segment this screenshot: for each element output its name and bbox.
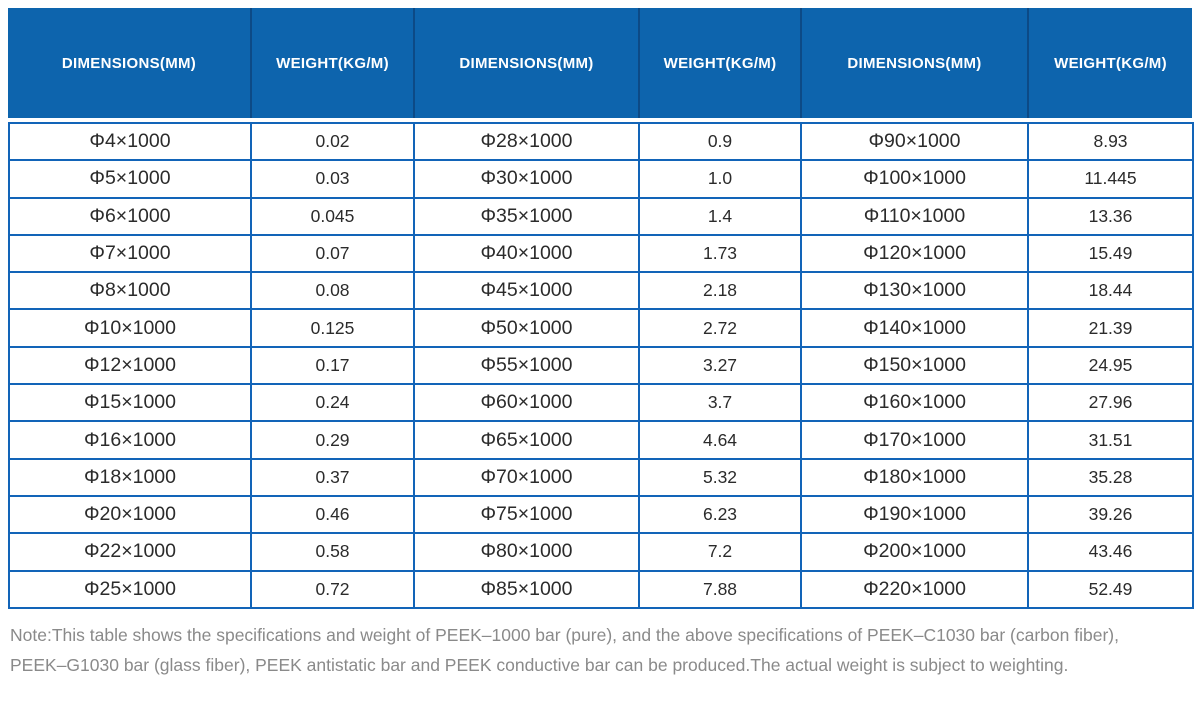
weight-cell: 39.26 (1028, 496, 1193, 533)
column-header-2: WEIGHT(KG/M) (250, 8, 413, 118)
table-row (9, 347, 1193, 384)
dimension-cell: Φ80×1000 (414, 533, 639, 570)
dimension-cell: Φ20×1000 (9, 496, 251, 533)
table-row (9, 496, 1193, 533)
weight-cell: 15.49 (1028, 235, 1193, 272)
weight-cell: 13.36 (1028, 198, 1193, 235)
dimension-cell: Φ6×1000 (9, 198, 251, 235)
dimension-cell: Φ16×1000 (9, 421, 251, 458)
weight-cell: 5.32 (639, 459, 801, 496)
dimension-cell: Φ8×1000 (9, 272, 251, 309)
dimension-cell: Φ150×1000 (801, 347, 1028, 384)
weight-cell: 8.93 (1028, 123, 1193, 160)
weight-cell: 0.125 (251, 309, 414, 346)
column-header-3: DIMENSIONS(MM) (413, 8, 638, 118)
table-row (9, 571, 1193, 608)
weight-cell: 6.23 (639, 496, 801, 533)
dimension-cell: Φ12×1000 (9, 347, 251, 384)
weight-cell: 31.51 (1028, 421, 1193, 458)
dimension-cell: Φ170×1000 (801, 421, 1028, 458)
weight-cell: 0.46 (251, 496, 414, 533)
dimension-cell: Φ220×1000 (801, 571, 1028, 608)
dimension-cell: Φ22×1000 (9, 533, 251, 570)
dimension-cell: Φ4×1000 (9, 123, 251, 160)
table-header-row (8, 8, 1192, 118)
weight-cell: 0.08 (251, 272, 414, 309)
dimension-cell: Φ100×1000 (801, 160, 1028, 197)
column-header-1: DIMENSIONS(MM) (61, 54, 197, 72)
note-line-1: Note:This table shows the specifications and weight of PEEK–1000 bar (pure), and the above specifications of PEEK–C1030 bar (carbon fiber), (10, 624, 1119, 645)
dimension-cell: Φ50×1000 (414, 309, 639, 346)
dimension-cell: Φ18×1000 (9, 459, 251, 496)
dimension-cell: Φ90×1000 (801, 123, 1028, 160)
dimension-cell: Φ75×1000 (414, 496, 639, 533)
weight-cell: 1.0 (639, 160, 801, 197)
dimension-cell: Φ55×1000 (414, 347, 639, 384)
weight-cell: 3.27 (639, 347, 801, 384)
weight-cell: 11.445 (1028, 160, 1193, 197)
table-row (9, 459, 1193, 496)
dimension-cell: Φ120×1000 (801, 235, 1028, 272)
weight-cell: 0.07 (251, 235, 414, 272)
table-row (9, 123, 1193, 160)
column-header-4: WEIGHT(KG/M) (638, 8, 800, 118)
weight-cell: 35.28 (1028, 459, 1193, 496)
weight-cell: 3.7 (639, 384, 801, 421)
dimension-cell: Φ15×1000 (9, 384, 251, 421)
dimension-cell: Φ60×1000 (414, 384, 639, 421)
dimension-cell: Φ140×1000 (801, 309, 1028, 346)
dimension-cell: Φ70×1000 (414, 459, 639, 496)
peek-bar-spec-table (8, 122, 1194, 609)
dimension-cell: Φ7×1000 (9, 235, 251, 272)
dimension-cell: Φ85×1000 (414, 571, 639, 608)
weight-cell: 43.46 (1028, 533, 1193, 570)
weight-cell: 0.02 (251, 123, 414, 160)
dimension-cell: Φ35×1000 (414, 198, 639, 235)
table-row (9, 272, 1193, 309)
weight-cell: 4.64 (639, 421, 801, 458)
weight-cell: 18.44 (1028, 272, 1193, 309)
weight-cell: 0.37 (251, 459, 414, 496)
table-row (9, 198, 1193, 235)
dimension-cell: Φ25×1000 (9, 571, 251, 608)
dimension-cell: Φ5×1000 (9, 160, 251, 197)
dimension-cell: Φ190×1000 (801, 496, 1028, 533)
table-row (9, 421, 1193, 458)
weight-cell: 7.88 (639, 571, 801, 608)
weight-cell: 7.2 (639, 533, 801, 570)
dimension-cell: Φ45×1000 (414, 272, 639, 309)
table-row (9, 384, 1193, 421)
table-row (9, 160, 1193, 197)
dimension-cell: Φ65×1000 (414, 421, 639, 458)
table-row (9, 309, 1193, 346)
column-header-6: WEIGHT(KG/M) (1027, 8, 1192, 118)
weight-cell: 0.24 (251, 384, 414, 421)
note-line-2: PEEK–G1030 bar (glass fiber), PEEK antistatic bar and PEEK conductive bar can be produced.The actual weight is subject to weighting. (10, 654, 1069, 675)
table-row (9, 533, 1193, 570)
dimension-cell: Φ160×1000 (801, 384, 1028, 421)
weight-cell: 0.045 (251, 198, 414, 235)
weight-cell: 0.03 (251, 160, 414, 197)
weight-cell: 0.58 (251, 533, 414, 570)
weight-cell: 27.96 (1028, 384, 1193, 421)
weight-cell: 52.49 (1028, 571, 1193, 608)
weight-cell: 2.18 (639, 272, 801, 309)
table-body-rows (9, 123, 1193, 608)
weight-cell: 0.17 (251, 347, 414, 384)
weight-cell: 21.39 (1028, 309, 1193, 346)
dimension-cell: Φ200×1000 (801, 533, 1028, 570)
dimension-cell: Φ30×1000 (414, 160, 639, 197)
dimension-cell: Φ28×1000 (414, 123, 639, 160)
table-row (9, 235, 1193, 272)
weight-cell: 1.4 (639, 198, 801, 235)
weight-cell: 0.9 (639, 123, 801, 160)
dimension-cell: Φ110×1000 (801, 198, 1028, 235)
dimension-cell: Φ40×1000 (414, 235, 639, 272)
dimension-cell: Φ10×1000 (9, 309, 251, 346)
weight-cell: 0.72 (251, 571, 414, 608)
table-note (10, 620, 1190, 680)
weight-cell: 24.95 (1028, 347, 1193, 384)
weight-cell: 1.73 (639, 235, 801, 272)
column-header-5: DIMENSIONS(MM) (800, 8, 1027, 118)
weight-cell: 0.29 (251, 421, 414, 458)
dimension-cell: Φ130×1000 (801, 272, 1028, 309)
weight-cell: 2.72 (639, 309, 801, 346)
dimension-cell: Φ180×1000 (801, 459, 1028, 496)
